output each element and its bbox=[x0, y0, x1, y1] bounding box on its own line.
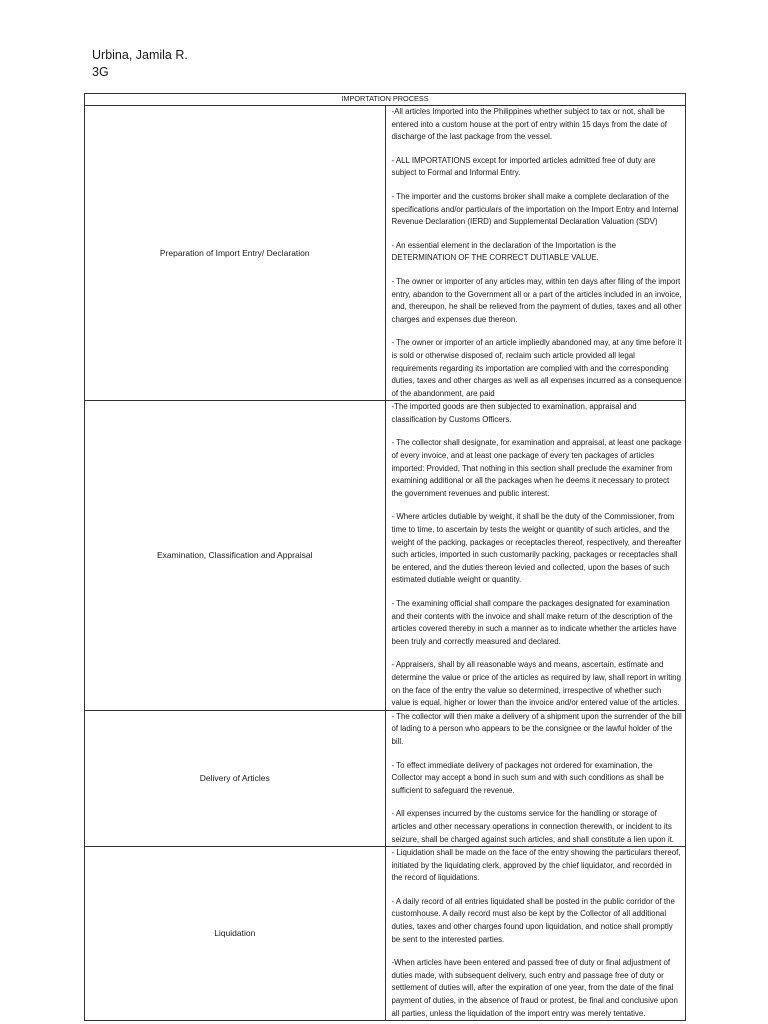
process-step-details bbox=[385, 401, 686, 710]
detail-paragraph: - The examining official shall compare the packages designated for examination and their contents with the invoice and shall make return of the description of the articles covered thereby in such a manner as to indicate whether the articles have been truly and correctly measured and declared. bbox=[391, 599, 677, 646]
detail-paragraph: -The imported goods are then subjected to examination, appraisal and classification by Customs Officers. bbox=[391, 402, 637, 424]
detail-paragraph: - The owner or importer of an article impliedly abandoned may, at any time before it is sold or otherwise disposed of, reclaim such article provided all legal requirements regarding its importation are complied with and the corresponding duties, taxes and other charges as well as all expenses incurred as a consequence of the abandonment, are paid bbox=[391, 338, 682, 398]
table-row bbox=[85, 710, 686, 846]
detail-paragraph: - All expenses incurred by the customs service for the handling or storage of articles and other necessary operations in connection therewith, or incident to its seizure, shall be charged against such articles, and shall constitute a lien upon it. bbox=[391, 809, 674, 844]
detail-paragraph: -When articles have been entered and passed free of duty or final adjustment of duties made, with subsequent delivery, such entry and passage free of duty or settlement of duties will, after the expiration of one year, from the date of the final payment of duties, in the absence of fraud or protest, be final and conclusive upon all parties, unless the liquidation of the import entry was merely tentative. bbox=[391, 958, 678, 1018]
detail-paragraph: - The owner or importer of any articles may, within ten days after filing of the import entry, abandon to the Government all or a part of the articles included in an invoice, and, thereupon, he shall be relieved from the payment of duties, taxes and all other charges and expenses due thereon. bbox=[391, 276, 682, 324]
process-step-details bbox=[385, 710, 686, 846]
document-header bbox=[92, 47, 188, 81]
detail-paragraph: - The collector shall designate, for examination and appraisal, at least one package of every invoice, and at least one package of every ten packages of articles imported: Provided, That nothing in this section shall preclude the examiner from examining additional or all the packages when he deems it necessary to protect the government revenues and public interest. bbox=[391, 438, 682, 498]
table-row bbox=[85, 106, 686, 401]
table-row bbox=[85, 401, 686, 710]
process-step-name: Liquidation bbox=[85, 847, 386, 1021]
table-title-row bbox=[85, 94, 686, 106]
detail-paragraph: - An essential element in the declaration of the Importation is the DETERMINATION OF THE CORRECT DUTIABLE VALUE. bbox=[391, 240, 617, 263]
process-step-details bbox=[385, 847, 686, 1021]
detail-paragraph: - Where articles dutiable by weight, it shall be the duty of the Commissioner, from time to time, to ascertain by tests the weight or quantity of such articles, and the weight of the packing, packages or receptacles thereof, respectively, and thereafter such articles, imported in such customarily packing, packages or receptacles shall be entered, and the duties thereon levied and collected, upon the bases of such estimated dutiable weight or quantity. bbox=[391, 512, 682, 585]
table-title: IMPORTATION PROCESS bbox=[85, 94, 686, 106]
process-step-details bbox=[385, 106, 686, 401]
detail-paragraph: - A daily record of all entries liquidated shall be posted in the public corridor of the customhouse. A daily record must also be kept by the Collector of all additional duties, taxes and other charges found upon liquidation, and notice shall promptly be sent to the interested parties. bbox=[391, 896, 675, 944]
detail-paragraph: - Appraisers, shall by all reasonable ways and means, ascertain, estimate and determine the value or price of the articles as required by law, shall report in writing on the face of the entry the value so determined, irrespective of whether such value is equal, higher or lower than the invoice and/or entered value of the articles. bbox=[391, 660, 681, 708]
detail-paragraph: - To effect immediate delivery of packages not ordered for examination, the Collector may accept a bond in such sum and with such conditions as shall be sufficient to safeguard the revenue. bbox=[391, 760, 664, 795]
process-step-name: Delivery of Articles bbox=[85, 710, 386, 846]
detail-paragraph: - ALL IMPORTATIONS except for imported articles admitted free of duty are subject to Formal and Informal Entry. bbox=[391, 155, 656, 178]
author-name: Urbina, Jamila R. bbox=[92, 48, 188, 62]
detail-paragraph: - The collector will then make a delivery of a shipment upon the surrender of the bill of lading to a person who appears to be the consignee or the lawful holder of the bill. bbox=[391, 711, 682, 746]
process-step-name: Preparation of Import Entry/ Declaration bbox=[85, 106, 386, 401]
process-step-name: Examination, Classification and Appraisal bbox=[85, 401, 386, 710]
detail-paragraph: - The importer and the customs broker shall make a complete declaration of the specifications and/or particulars of the importation on the Import Entry and Internal Revenue Declaration (IERD) and Supplemental Declaration Valuation (SDV) bbox=[391, 191, 679, 227]
detail-paragraph: -All articles Imported into the Philippines whether subject to tax or not, shall be entered into a custom house at the port of entry within 15 days from the date of discharge of the last package from the vessel. bbox=[391, 107, 667, 142]
class-section: 3G bbox=[92, 65, 109, 79]
table-row bbox=[85, 847, 686, 1021]
importation-process-table bbox=[84, 93, 686, 1021]
detail-paragraph: - Liquidation shall be made on the face of the entry showing the particulars thereof, initiated by the liquidating clerk, approved by the chief liquidator, and recorded in the record of liquidations. bbox=[391, 848, 681, 883]
